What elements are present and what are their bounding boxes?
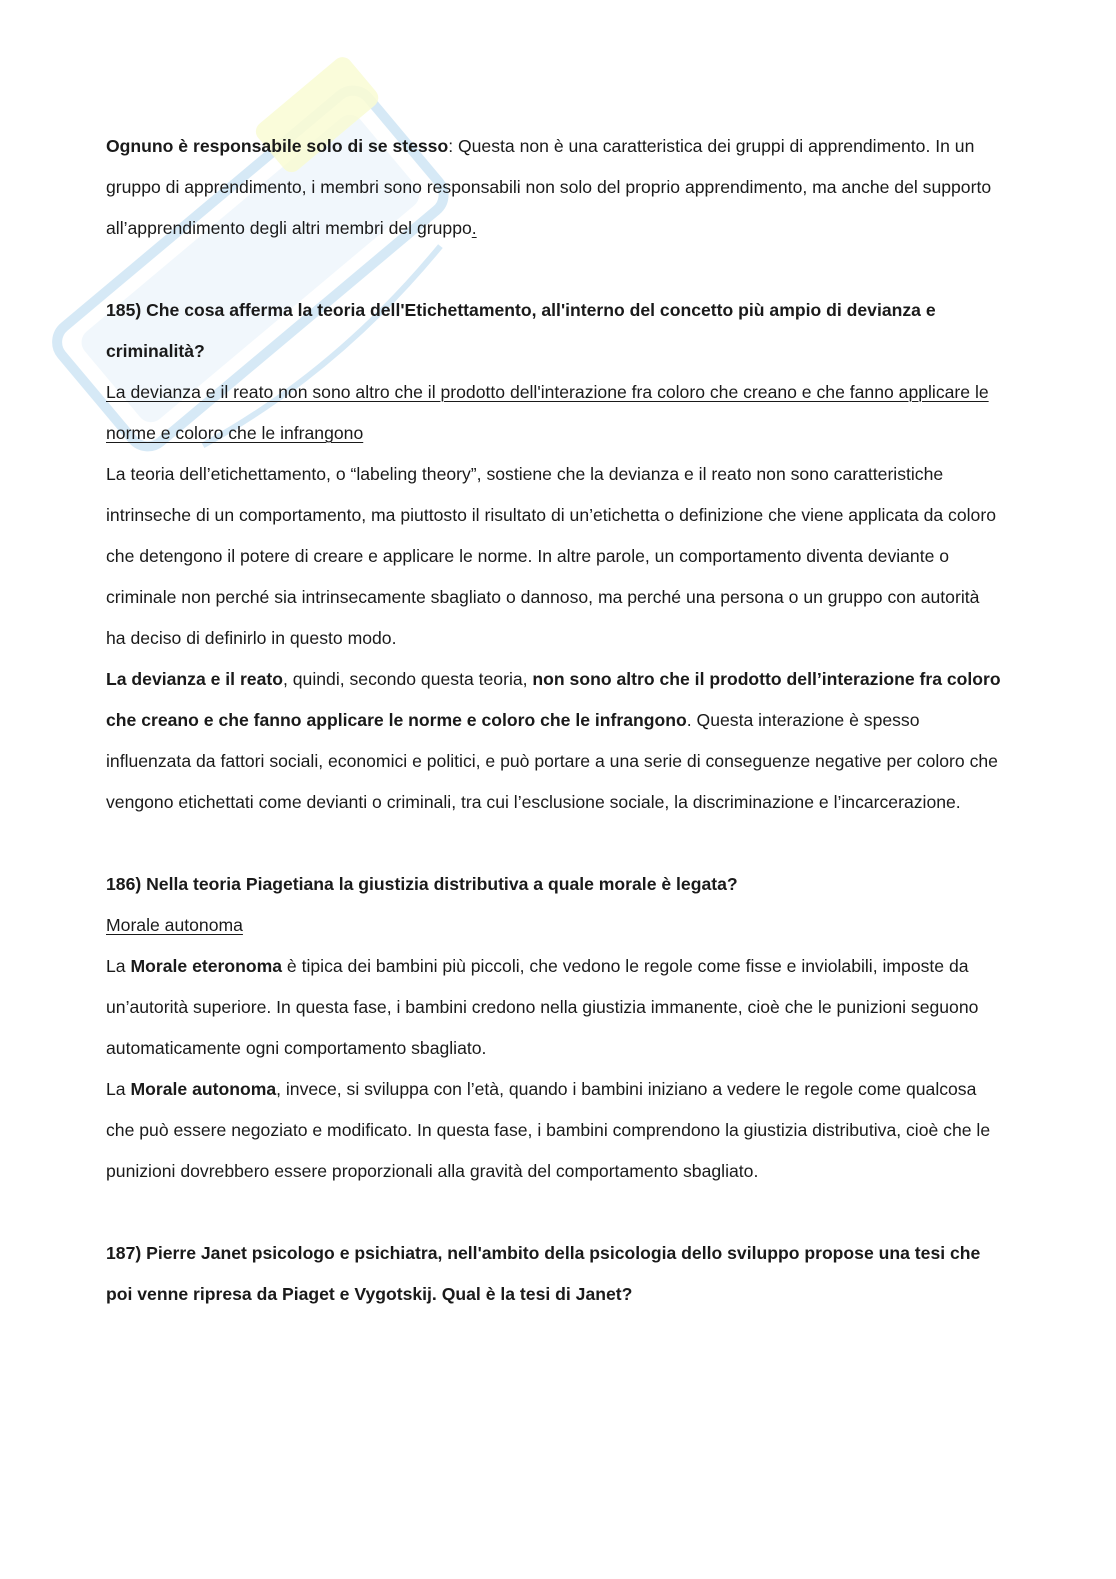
question-186: 186) Nella teoria Piagetiana la giustizia distributiva a quale morale è legata? xyxy=(106,874,738,894)
spacer xyxy=(106,823,1002,864)
explanation-185-2 xyxy=(106,659,1002,823)
spacer xyxy=(106,1192,1002,1233)
question-187: 187) Pierre Janet psicologo e psichiatra, nell'ambito della psicologia dello sviluppo propose una tesi che poi venne ripresa da Piaget e Vygotskij. Qual è la tesi di Janet? xyxy=(106,1243,981,1304)
explanation-186-pre-1: La xyxy=(106,956,131,976)
explanation-185-1: La teoria dell’etichettamento, o “labeling theory”, sostiene che la devianza e il reato non sono caratteristiche intrinseche di un comportamento, ma piuttosto il risultato di un’etichetta o definizione che viene applicata da coloro che detengono il potere di creare e applicare le norme. In altre parole, un comportamento diventa deviante o criminale non perché sia intrinsecamente sbagliato o dannoso, ma perché una persona o un gruppo con autorità ha deciso di definirlo in questo modo. xyxy=(106,464,996,648)
answer-186: Morale autonoma xyxy=(106,915,243,935)
responsibility-end: . xyxy=(471,218,477,238)
explanation-185-text-2: . Questa interazione è spesso influenzata da fattori sociali, economici e politici, e può portare a una serie di conseguenze negative per coloro che vengono etichettati come devianti o criminali, tra cui l’esclusione sociale, la discriminazione e l’incarcerazione. xyxy=(106,710,998,812)
explanation-186-2 xyxy=(106,1069,1002,1192)
explanation-186-text-1: è tipica dei bambini più piccoli, che vedono le regole come fisse e inviolabili, imposte da un’autorità superiore. In questa fase, i bambini credono nella giustizia immanente, cioè che le punizioni seguono automaticamente ogni comportamento sbagliato. xyxy=(106,956,979,1058)
responsibility-text: : Questa non è una caratteristica dei gruppi di apprendimento. In un gruppo di apprendimento, i membri sono responsabili non solo del proprio apprendimento, ma anche del supporto all’apprendimento degli altri membri del gruppo xyxy=(106,136,992,238)
answer-185: La devianza e il reato non sono altro che il prodotto dell'interazione fra coloro che creano e che fanno applicare le norme e coloro che le infrangono xyxy=(106,382,989,443)
explanation-185-text-1: , quindi, secondo questa teoria, xyxy=(283,669,533,689)
explanation-186-text-2: , invece, si sviluppa con l’età, quando i bambini iniziano a vedere le regole come qualcosa che può essere negoziato e modificato. In questa fase, i bambini comprendono la giustizia distributiva, cioè che le punizioni dovrebbero essere proporzionali alla gravità del comportamento sbagliato. xyxy=(106,1079,991,1181)
explanation-185-bold-2: non sono altro che il prodotto dell’interazione fra coloro che creano e che fanno applicare le norme e coloro che le infrangono xyxy=(106,669,1001,730)
explanation-186-1 xyxy=(106,946,1002,1069)
responsibility-bold: Ognuno è responsabile solo di se stesso xyxy=(106,136,449,156)
question-185: 185) Che cosa afferma la teoria dell'Etichettamento, all'interno del concetto più ampio di devianza e criminalità? xyxy=(106,300,936,361)
explanation-185-bold-1: La devianza e il reato xyxy=(106,669,283,689)
explanation-186-bold-2: Morale autonoma xyxy=(130,1079,277,1099)
explanation-186-bold-1: Morale eteronoma xyxy=(130,956,283,976)
document-body xyxy=(106,126,1002,1315)
spacer xyxy=(106,249,1002,290)
explanation-186-pre-2: La xyxy=(106,1079,131,1099)
responsibility-paragraph xyxy=(106,126,1002,249)
